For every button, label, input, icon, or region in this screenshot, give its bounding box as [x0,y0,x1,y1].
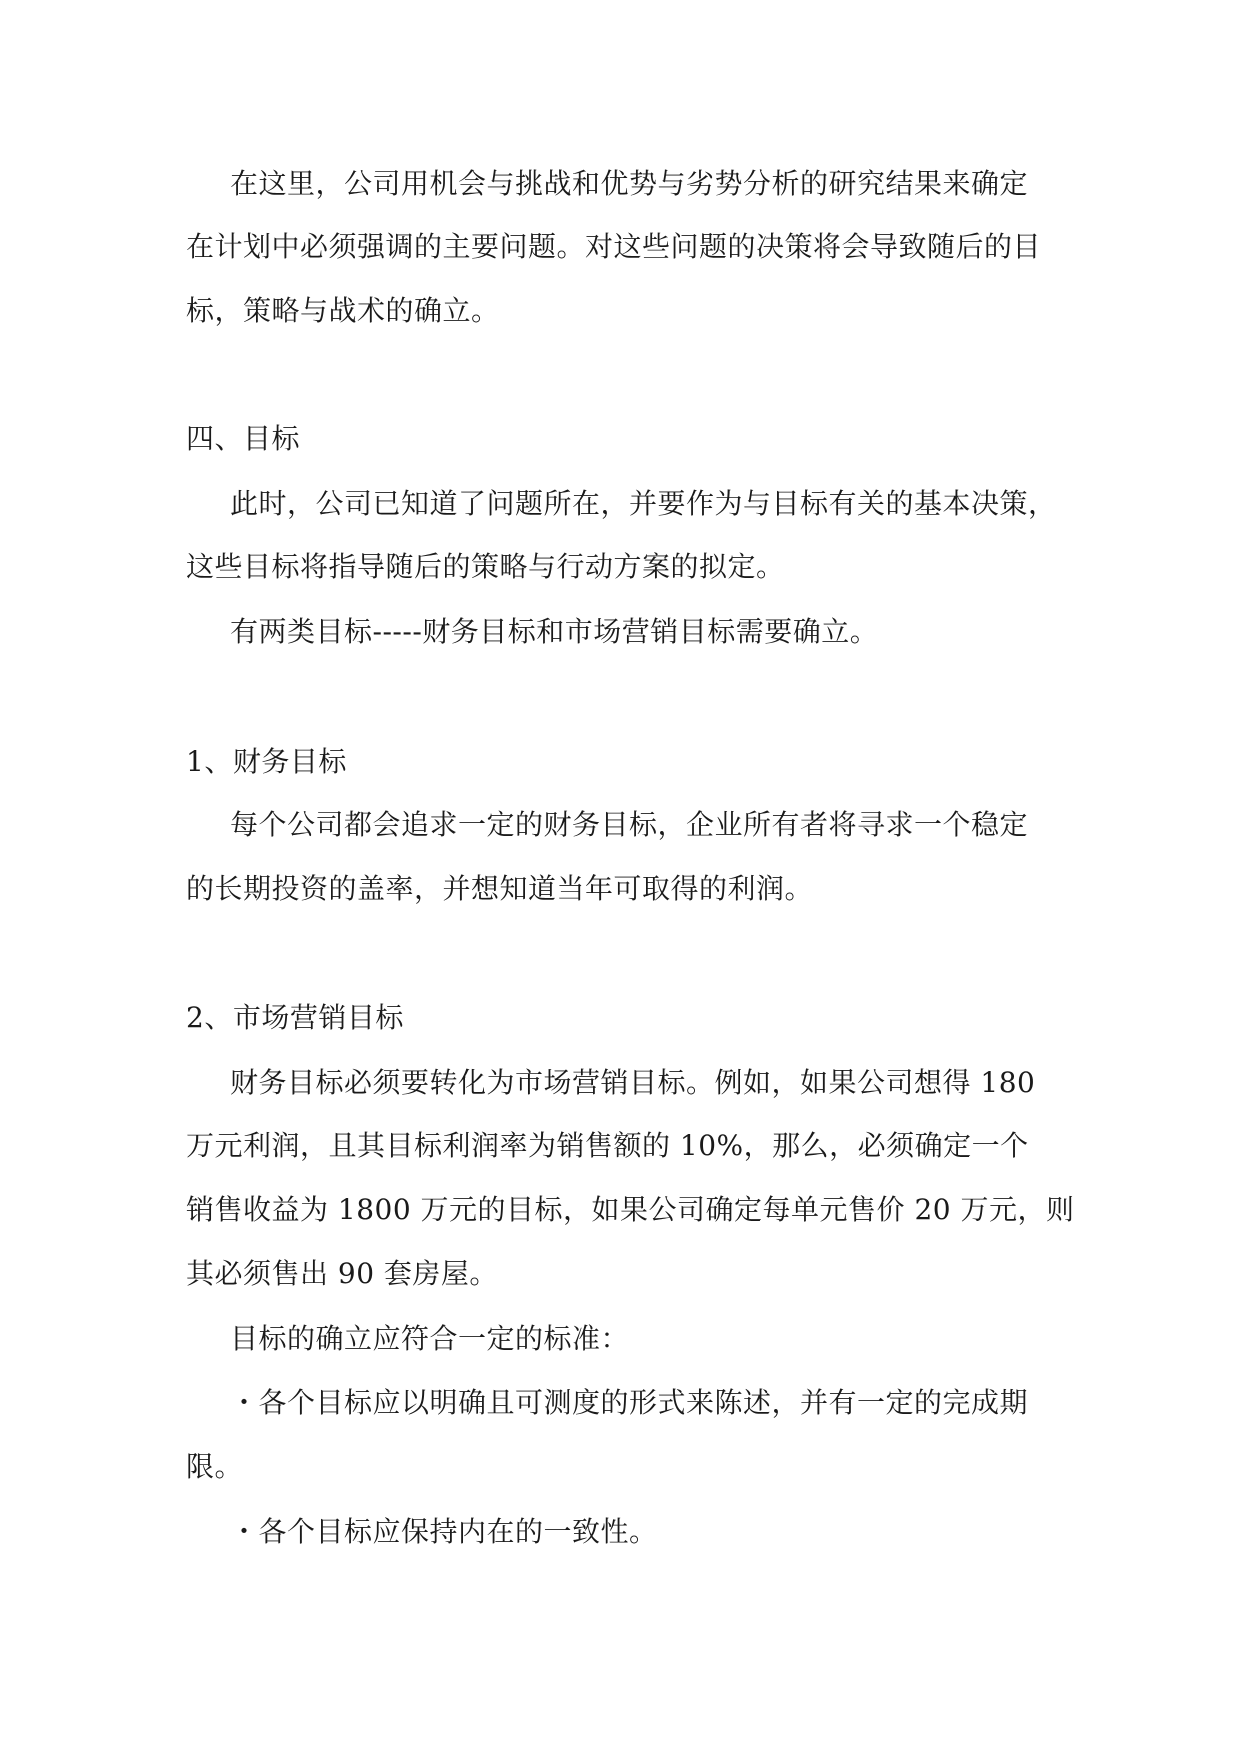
intro-line-3: 标，策略与战术的确立。 [186,294,500,327]
bullet-1-line-1: ・各个目标应以明确且可测度的形式来陈述，并有一定的完成期 [230,1386,1029,1419]
financial-para-line-1: 每个公司都会追求一定的财务目标，企业所有者将寻求一个稳定 [230,808,1029,841]
marketing-para-line-4: 其必须售出 90 套房屋。 [186,1257,498,1290]
subheading-financial-objectives: 1、财务目标 [186,745,347,778]
intro-line-2: 在计划中必须强调的主要问题。对这些问题的决策将会导致随后的目 [186,230,1042,263]
bullet-2-line-1: ・各个目标应保持内在的一致性。 [230,1515,658,1548]
objectives-para2: 有两类目标-----财务目标和市场营销目标需要确立。 [230,615,879,648]
financial-para-line-2: 的长期投资的盖率，并想知道当年可取得的利润。 [186,872,814,905]
subheading-marketing-objectives: 2、市场营销目标 [186,1001,404,1034]
objectives-para1-line-2: 这些目标将指导随后的策略与行动方案的拟定。 [186,550,785,583]
marketing-para-line-2: 万元利润，且其目标利润率为销售额的 10%，那么，必须确定一个 [186,1129,1029,1162]
objectives-para1-line-1: 此时，公司已知道了问题所在，并要作为与目标有关的基本决策， [230,487,1057,520]
bullet-1-line-2: 限。 [186,1450,244,1483]
criteria-intro: 目标的确立应符合一定的标准： [230,1322,630,1355]
section-heading-objectives: 四、目标 [186,422,301,455]
marketing-para-line-3: 销售收益为 1800 万元的目标，如果公司确定每单元售价 20 万元，则 [186,1193,1075,1226]
intro-line-1: 在这里，公司用机会与挑战和优势与劣势分析的研究结果来确定 [230,167,1029,200]
marketing-para-line-1: 财务目标必须要转化为市场营销目标。例如，如果公司想得 180 [230,1066,1036,1099]
